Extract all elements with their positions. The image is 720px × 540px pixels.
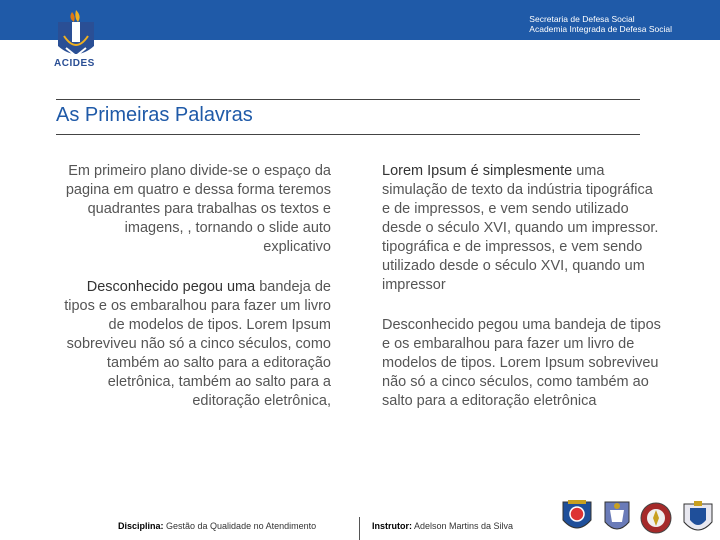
footer-discipline-label: Disciplina:	[118, 521, 164, 531]
footer-divider	[359, 517, 360, 540]
title-rule-bottom	[56, 134, 640, 135]
right-paragraph-1	[382, 162, 662, 295]
left-text-column	[56, 162, 331, 432]
left-paragraph-2	[56, 278, 331, 411]
footer-instructor-label: Instrutor:	[372, 521, 412, 531]
footer-discipline	[118, 521, 316, 531]
page-title: As Primeiras Palavras	[56, 104, 253, 126]
header-line-academia: Academia Integrada de Defesa Social	[529, 24, 672, 34]
police-emblem-icon	[560, 498, 594, 538]
left-paragraph-2-body: bandeja de tipos e os embaralhou para fazer um livro de modelos de tipos. Lorem Ipsum sobreviveu não só a cinco séculos, como também ao salto para a editoração eletrônica, também ao salto para a editoração eletrônica,	[64, 279, 331, 409]
right-paragraph-1-lead: Lorem Ipsum é simplesmente	[382, 163, 573, 179]
footer-discipline-value: Gestão da Qualidade no Atendimento	[163, 521, 317, 531]
right-paragraph-2: Desconhecido pegou uma bandeja de tipos e os embaralhou para fazer um livro de modelos de tipos. Lorem Ipsum sobreviveu não só a cinco séculos, como também ao salto para a editoração eletrônica	[382, 317, 661, 409]
footer-instructor-value: Adelson Martins da Silva	[412, 521, 514, 531]
civil-police-emblem-icon	[680, 498, 716, 538]
military-police-emblem-icon	[602, 498, 632, 538]
logo-label: ACIDES	[54, 58, 95, 69]
header-line-secretaria: Secretaria de Defesa Social	[529, 14, 635, 24]
header-org-text	[529, 14, 672, 34]
left-paragraph-1: Em primeiro plano divide-se o espaço da pagina em quatro e dessa forma teremos quadrantes para trabalhas os textos e imagens, , tornando o slide auto explicativo	[65, 163, 331, 255]
fire-department-emblem-icon	[638, 498, 674, 538]
title-rule-top	[56, 99, 640, 100]
right-text-column	[382, 162, 662, 432]
left-paragraph-2-lead: Desconhecido pegou uma	[86, 279, 256, 295]
right-paragraph-1-body: uma simulação de texto da indústria tipográfica e de impressos, e vem sendo utilizado desde o século XVI, quando um impressor. tipográfica e de impressos, e vem sendo utilizado desde o século XVI, quando um impressor	[382, 163, 659, 293]
footer-instructor	[372, 521, 513, 531]
